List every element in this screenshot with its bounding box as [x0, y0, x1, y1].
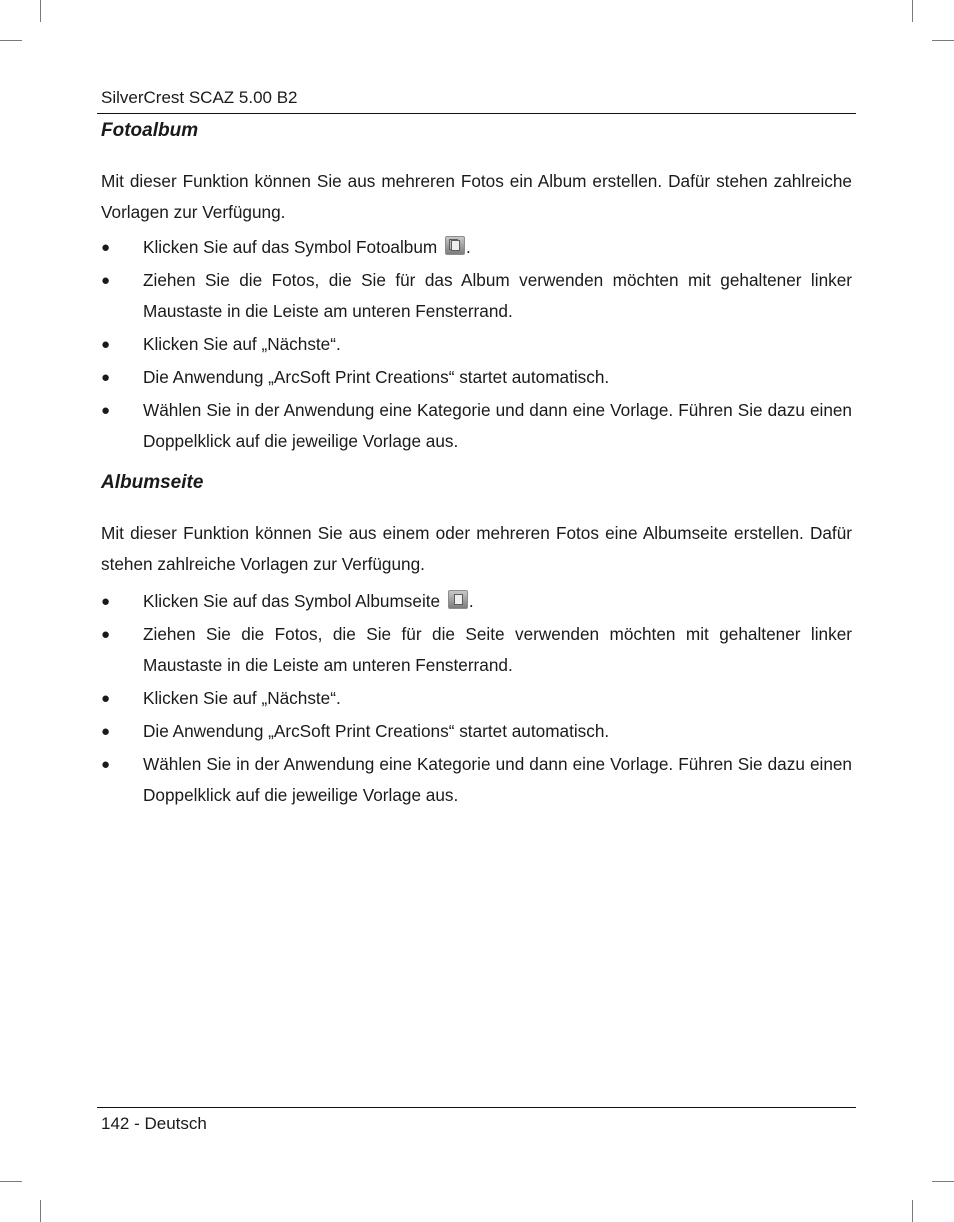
bullet-icon: ● — [101, 402, 111, 419]
crop-mark — [932, 40, 954, 41]
instruction-list — [101, 586, 852, 811]
bullet-icon: ● — [101, 626, 111, 643]
crop-mark — [912, 1200, 913, 1222]
list-item-text: Wählen Sie in der Anwendung eine Kategorie und dann eine Vorlage. Führen Sie dazu einen Doppelklick auf die jeweilige Vorlage aus. — [143, 400, 852, 451]
albumseite-icon — [448, 590, 468, 609]
list-item-text: Ziehen Sie die Fotos, die Sie für die Seite verwenden möchten mit gehaltener linker Maustaste in die Leiste am unteren Fensterrand. — [143, 624, 852, 675]
section-albumseite — [101, 470, 852, 811]
running-header: SilverCrest SCAZ 5.00 B2 — [101, 88, 298, 107]
header-rule — [97, 113, 856, 114]
bullet-icon: ● — [101, 690, 111, 707]
section-intro: Mit dieser Funktion können Sie aus mehreren Fotos ein Album erstellen. Dafür stehen zahlreiche Vorlagen zur Verfügung. — [101, 171, 852, 222]
crop-mark — [0, 40, 22, 41]
page-number: 142 - Deutsch — [101, 1114, 207, 1133]
list-item — [101, 232, 852, 263]
list-item-suffix: . — [468, 591, 474, 611]
crop-mark — [912, 0, 913, 22]
bullet-icon: ● — [101, 756, 111, 773]
list-item — [101, 716, 852, 747]
fotoalbum-icon — [445, 236, 465, 255]
list-item-suffix: . — [466, 237, 471, 257]
list-item — [101, 586, 852, 617]
list-item — [101, 749, 852, 811]
list-item — [101, 619, 852, 681]
crop-mark — [40, 1200, 41, 1222]
list-item-text: Klicken Sie auf das Symbol Albumseite — [143, 591, 441, 611]
footer-rule — [97, 1107, 856, 1108]
list-item-text: Ziehen Sie die Fotos, die Sie für das Album verwenden möchten mit gehaltener linker Maustaste in die Leiste am unteren Fensterrand. — [143, 270, 852, 321]
section-title: Albumseite — [101, 472, 204, 493]
bullet-icon: ● — [101, 272, 111, 289]
crop-mark — [932, 1181, 954, 1182]
list-item-text: Klicken Sie auf das Symbol Fotoalbum — [143, 237, 438, 257]
crop-mark — [0, 1181, 22, 1182]
instruction-list — [101, 232, 852, 457]
bullet-icon: ● — [101, 593, 111, 610]
bullet-icon: ● — [101, 723, 111, 740]
list-item-text: Die Anwendung „ArcSoft Print Creations“ startet automatisch. — [143, 367, 610, 387]
list-item — [101, 329, 852, 360]
list-item — [101, 362, 852, 393]
section-intro: Mit dieser Funktion können Sie aus einem oder mehreren Fotos eine Albumseite erstellen. Dafür stehen zahlreiche Vorlagen zur Verfügung. — [101, 523, 852, 574]
crop-mark — [40, 0, 41, 22]
list-item-text: Klicken Sie auf „Nächste“. — [143, 334, 341, 354]
list-item-text: Klicken Sie auf „Nächste“. — [143, 688, 341, 708]
bullet-icon: ● — [101, 369, 111, 386]
list-item-text: Wählen Sie in der Anwendung eine Kategorie und dann eine Vorlage. Führen Sie dazu einen Doppelklick auf die jeweilige Vorlage aus. — [143, 754, 852, 805]
list-item — [101, 395, 852, 457]
bullet-icon: ● — [101, 336, 111, 353]
list-item — [101, 265, 852, 327]
section-title: Fotoalbum — [101, 120, 199, 141]
bullet-icon: ● — [101, 239, 111, 256]
list-item-text: Die Anwendung „ArcSoft Print Creations“ startet automatisch. — [143, 721, 610, 741]
section-fotoalbum — [101, 118, 852, 457]
list-item — [101, 683, 852, 714]
